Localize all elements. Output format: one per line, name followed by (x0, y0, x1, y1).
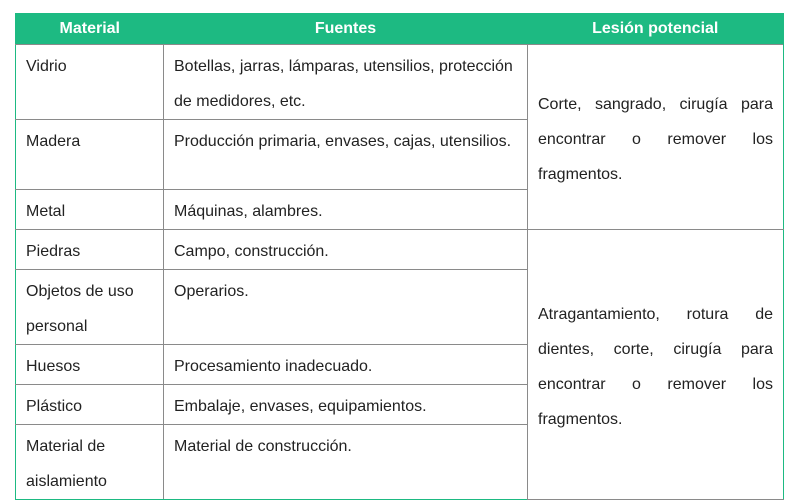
material-cell: Metal (16, 190, 164, 230)
material-cell: Piedras (16, 230, 164, 270)
material-cell: Huesos (16, 345, 164, 385)
header-lesion: Lesión potencial (528, 14, 784, 45)
fuentes-cell: Campo, construcción. (164, 230, 528, 270)
header-fuentes: Fuentes (164, 14, 528, 45)
table-row (16, 45, 784, 120)
material-cell: Madera (16, 120, 164, 190)
lesion-cell: Corte, sangrado, cirugía para encontrar o remover los fragmentos. (528, 45, 784, 230)
fuentes-cell: Producción primaria, envases, cajas, utensilios. (164, 120, 528, 190)
material-cell: Plástico (16, 385, 164, 425)
fuentes-cell: Operarios. (164, 270, 528, 345)
material-cell: Material de aislamiento (16, 425, 164, 500)
table-row (16, 230, 784, 270)
material-cell: Objetos de uso personal (16, 270, 164, 345)
fuentes-cell: Máquinas, alambres. (164, 190, 528, 230)
material-cell: Vidrio (16, 45, 164, 120)
header-material: Material (16, 14, 164, 45)
fuentes-cell: Material de construcción. (164, 425, 528, 500)
materials-table (15, 13, 784, 500)
fuentes-cell: Botellas, jarras, lámparas, utensilios, protección de medidores, etc. (164, 45, 528, 120)
fuentes-cell: Procesamiento inadecuado. (164, 345, 528, 385)
lesion-cell: Atragantamiento, rotura de dientes, corte, cirugía para encontrar o remover los fragmentos. (528, 230, 784, 500)
header-row (16, 14, 784, 45)
fuentes-cell: Embalaje, envases, equipamientos. (164, 385, 528, 425)
